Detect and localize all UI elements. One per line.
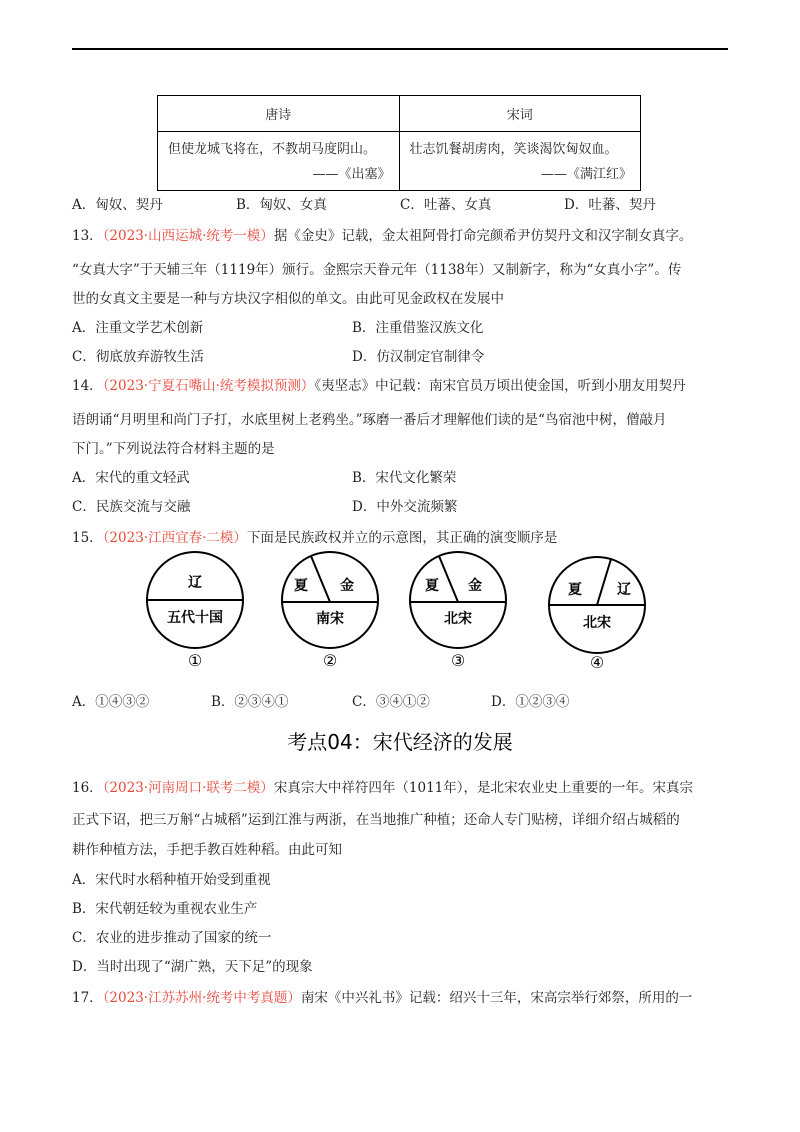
diagram-1	[147, 552, 243, 670]
q16-line3: 耕作种植方法，手把手教百姓种稻。由此可知	[72, 842, 342, 858]
q12-option-d: D．吐蕃、契丹	[564, 197, 656, 213]
q15-option-b: B．②③④①	[211, 694, 289, 710]
diagram-1-label: ①	[187, 651, 203, 670]
q12-option-c: C．吐蕃、女真	[400, 197, 492, 213]
q15-number: 15．	[72, 530, 103, 546]
q17-number: 17．	[72, 990, 103, 1006]
q13-source-tag: （2023·山西运城·统考一模）	[102, 228, 274, 244]
song-poem-source: ——《满江红》	[540, 167, 632, 182]
q17-source-tag: （2023·江苏苏州·统考中考真题）	[102, 990, 301, 1006]
q14-option-d: D．中外交流频繁	[352, 499, 458, 515]
table-header-tang: 唐诗	[158, 96, 400, 132]
diagram-2-label: ②	[322, 651, 338, 670]
diagram-3-top-right: 金	[468, 578, 482, 594]
q13-line3: 世的女真文主要是一种与方块汉字相似的单文。由此可见金政权在发展中	[72, 291, 504, 307]
diagram-1-bottom: 五代十国	[167, 610, 223, 626]
q13-line2: “女真大字”于天辅三年（1119年）颁行。金熙宗天眷元年（1138年）又制新字，称为“女真小字”。传	[72, 262, 682, 278]
diagram-4-top-right: 辽	[617, 582, 631, 598]
diagram-2-bottom: 南宋	[316, 611, 344, 627]
q17-text: 南宋《中兴礼书》记载：绍兴十三年，宋高宗举行郊祭，所用的一	[300, 990, 693, 1006]
q14-number: 14．	[72, 378, 103, 394]
q14-source-tag: （2023·宁夏石嘴山·统考模拟预测）	[102, 378, 315, 394]
diagram-3-bottom: 北宋	[444, 611, 472, 627]
q15-line1	[72, 526, 557, 546]
q13-option-d: D．仿汉制定官制律令	[352, 349, 485, 365]
header-rule	[72, 48, 728, 50]
q14-option-a: A．宋代的重文轻武	[72, 470, 190, 486]
poem-table	[157, 95, 641, 191]
q14-line1	[72, 374, 686, 394]
diagram-4	[549, 557, 645, 672]
q14-text: 《夷坚志》中记载：南宋官员万顷出使金国，听到小朋友用契丹	[314, 378, 686, 394]
q15-option-a: A．①④③②	[72, 694, 150, 710]
q12-option-a: A．匈奴、契丹	[72, 197, 163, 213]
q16-text: 宋真宗大中祥符四年（1011年），是北宋农业史上重要的一年。宋真宗	[273, 780, 693, 796]
q16-line1	[72, 776, 693, 796]
q13-option-b: B．注重借鉴汉族文化	[352, 320, 484, 336]
diagram-4-top-left: 夏	[568, 582, 582, 598]
diagram-3-label: ③	[450, 651, 466, 670]
q16-option-b: B．宋代朝廷较为重视农业生产	[72, 901, 258, 917]
diagram-4-bottom: 北宋	[583, 615, 611, 631]
diagram-2	[282, 552, 378, 670]
table-header-song: 宋词	[399, 96, 641, 132]
q14-line2: 语朗诵“月明里和尚门子打，水底里树上老鸦坐。”琢磨一番后才理解他们读的是“鸟宿池中树，僧敲月	[72, 412, 667, 428]
q13-option-c: C．彻底放弃游牧生活	[72, 349, 204, 365]
q15-option-c: C．③④①②	[352, 694, 430, 710]
diagram-3	[410, 552, 506, 670]
table-cell-song	[399, 132, 641, 191]
q16-source-tag: （2023·河南周口·联考二模）	[102, 780, 274, 796]
section-heading: 考点04：宋代经济的发展	[287, 730, 513, 754]
q15-text: 下面是民族政权并立的示意图，其正确的演变顺序是	[246, 530, 558, 546]
table-cell-tang	[158, 132, 400, 191]
q16-option-c: C．农业的进步推动了国家的统一	[72, 930, 272, 946]
tang-poem-text: 但使龙城飞将在，不教胡马度阴山。	[168, 142, 377, 157]
q16-option-a: A．宋代时水稻种植开始受到重视	[72, 872, 271, 888]
q16-number: 16．	[72, 780, 103, 796]
q14-option-c: C．民族交流与交融	[72, 499, 191, 515]
regime-diagrams	[0, 550, 800, 680]
diagram-1-top: 辽	[188, 575, 202, 591]
q13-text: 据《金史》记载，金太祖阿骨打命完颜希尹仿契丹文和汉字制女真字。	[273, 228, 693, 244]
q14-option-b: B．宋代文化繁荣	[352, 470, 457, 486]
q14-line3: 下门。”下列说法符合材料主题的是	[72, 441, 275, 457]
q13-line1	[72, 224, 692, 244]
diagram-2-top-left: 夏	[294, 578, 308, 594]
diagram-2-top-right: 金	[340, 578, 354, 594]
q15-source-tag: （2023·江西宜春·二模）	[102, 530, 247, 546]
tang-poem-source: ——《出塞》	[312, 167, 391, 182]
q17-line1	[72, 986, 692, 1006]
q15-option-d: D．①②③④	[491, 694, 570, 710]
q13-option-a: A．注重文学艺术创新	[72, 320, 204, 336]
diagram-4-label: ④	[589, 653, 605, 672]
q13-number: 13．	[72, 228, 103, 244]
q16-option-d: D．当时出现了“湖广熟，天下足”的现象	[72, 959, 313, 975]
song-poem-text: 壮志饥餐胡虏肉，笑谈渴饮匈奴血。	[409, 142, 618, 157]
diagram-3-top-left: 夏	[425, 578, 439, 594]
q16-line2: 正式下诏，把三万斛“占城稻”运到江淮与两浙，在当地推广种植；还命人专门贴榜，详细介绍占城稻的	[72, 812, 680, 828]
q12-option-b: B．匈奴、女真	[236, 197, 327, 213]
